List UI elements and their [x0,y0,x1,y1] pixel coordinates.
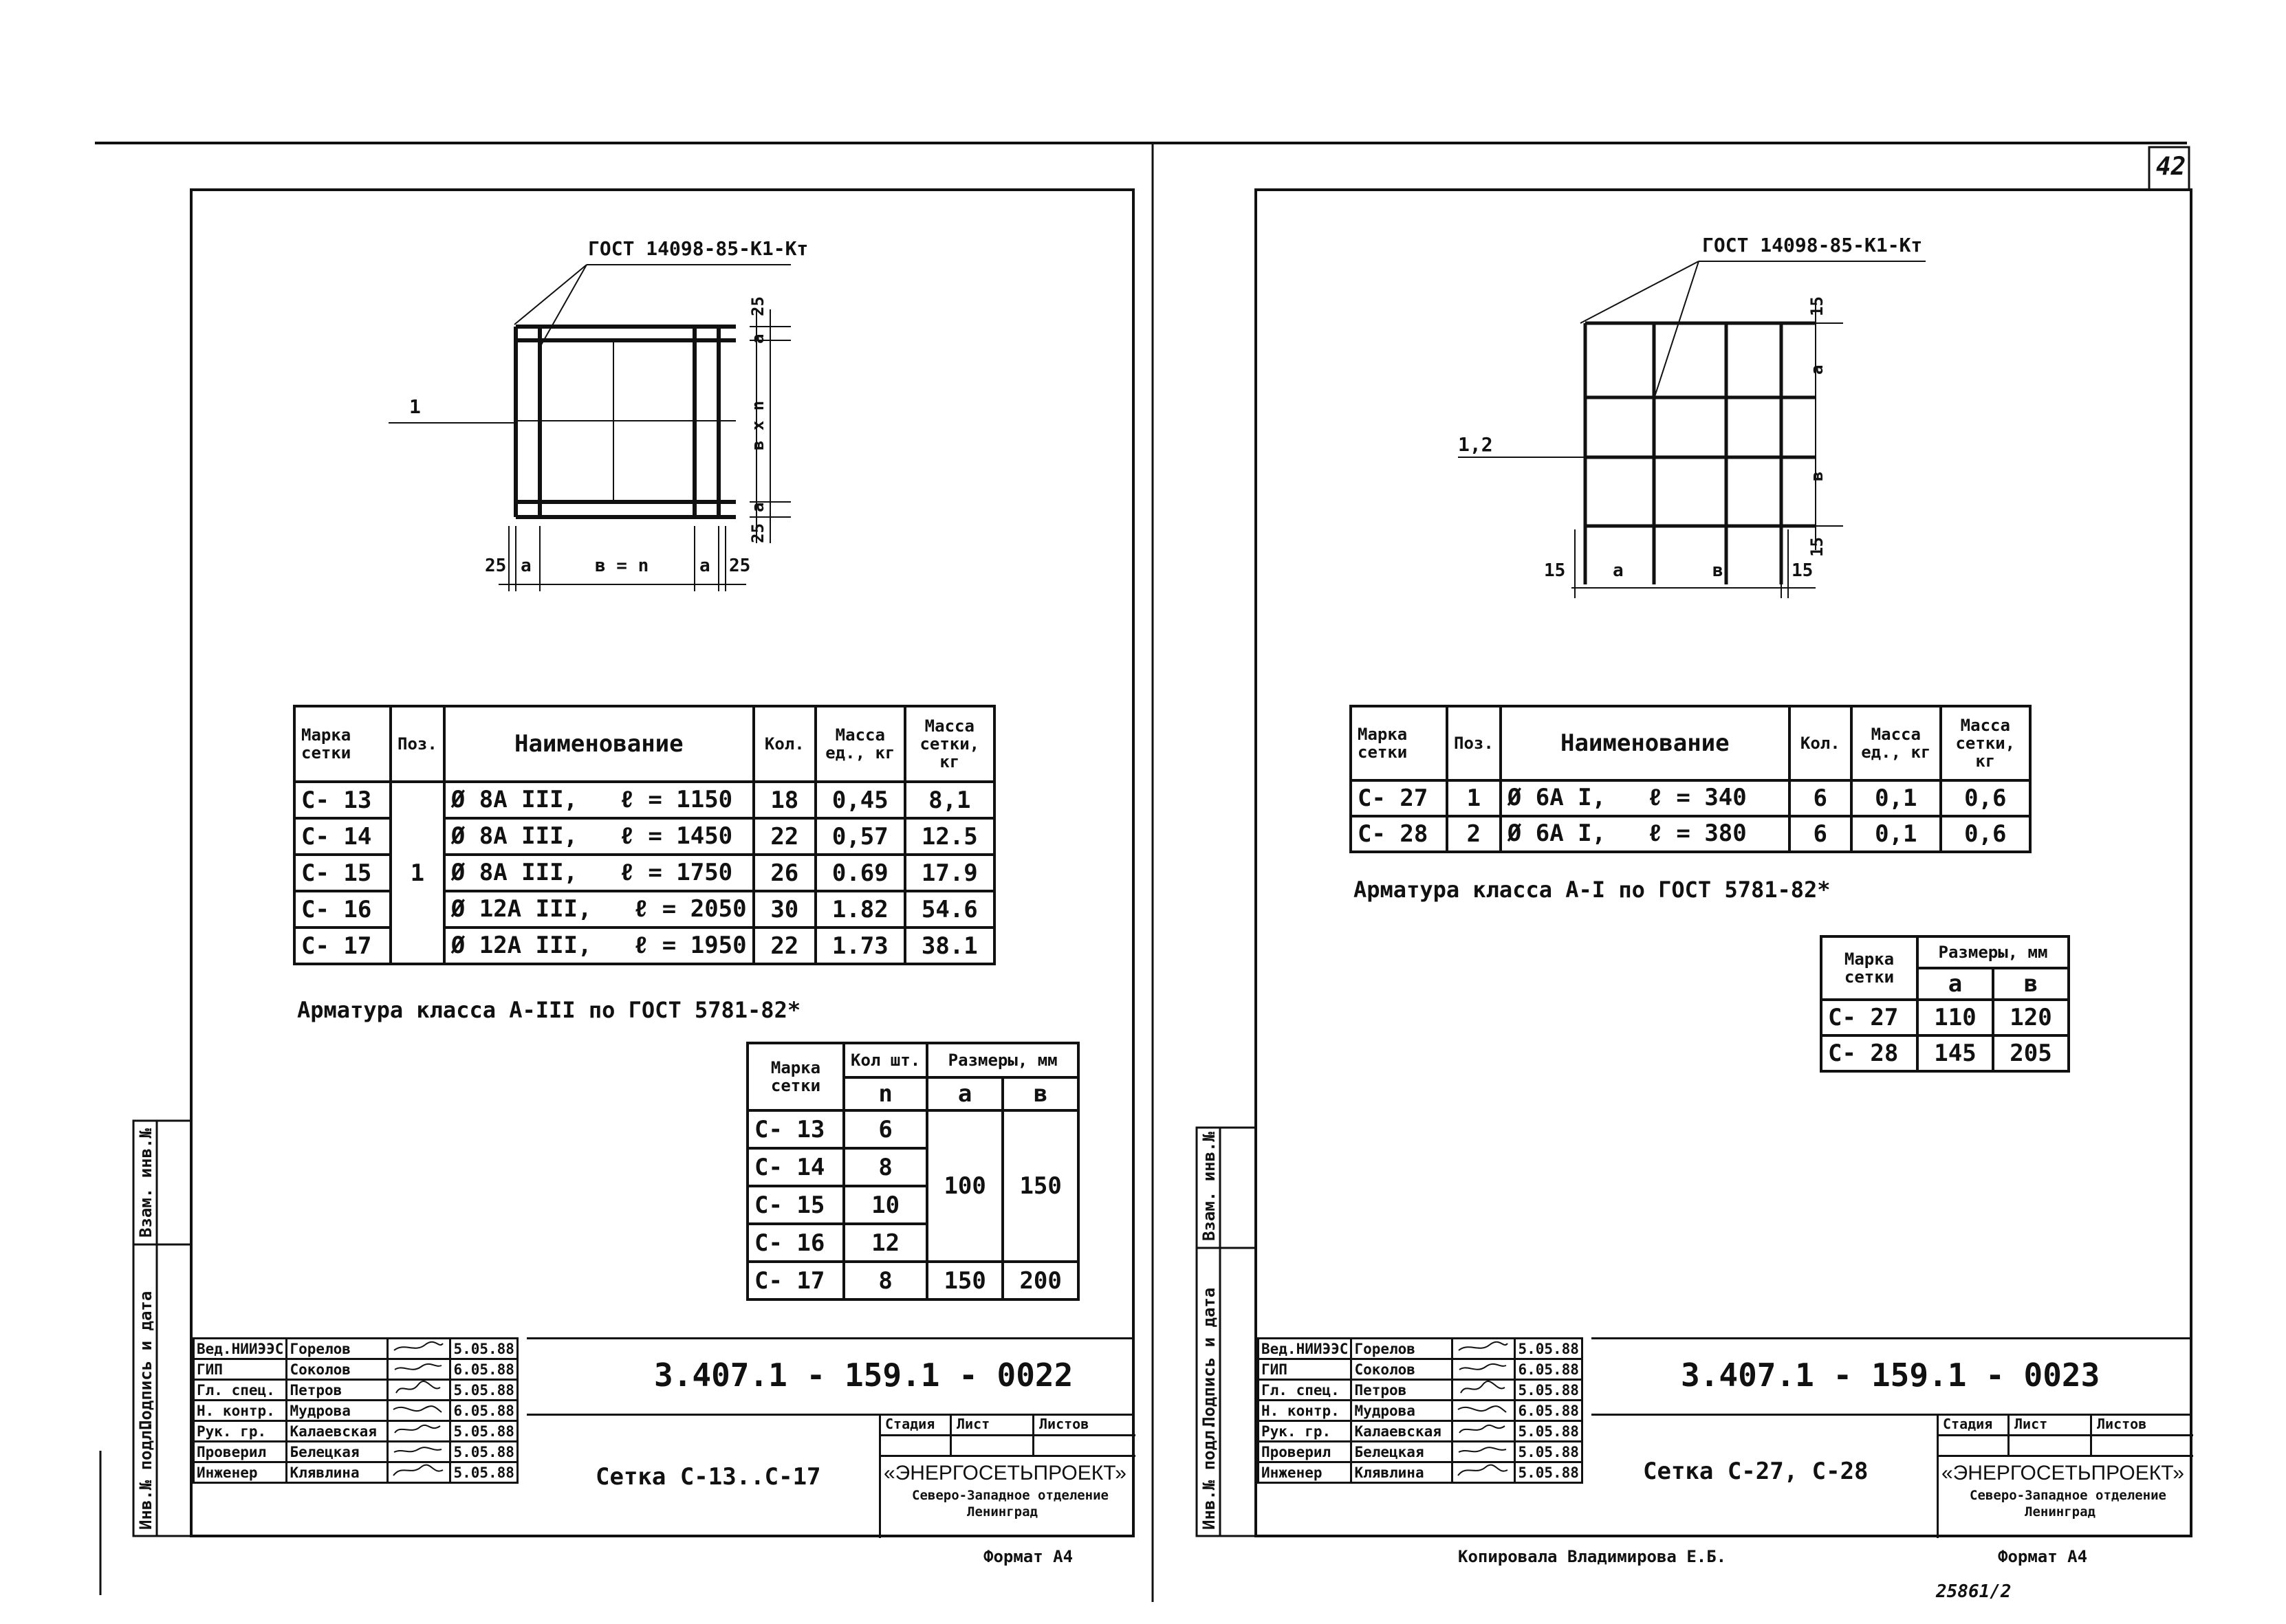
cell-n: 8 [844,1262,927,1299]
title-block-left [527,1337,1133,1538]
cell-len: ℓ = 1750 [620,858,733,886]
sheet-label: Лист [2014,1416,2048,1432]
format-left: Формат А4 [983,1547,1074,1566]
signature-image [388,1380,450,1401]
cell-name: Ø 12А III, [450,931,592,959]
gost-label-left: ГОСТ 14098-85-К1-Кт [588,237,809,260]
cell-a: 110 [1917,1000,1993,1035]
cell-mark: С- 27 [1351,780,1447,816]
dim-h-mid: в = n [595,556,649,576]
cell-mark: С- 13 [748,1110,844,1148]
side-label-inv-r: Инв.№ подл. [1199,1420,1219,1530]
gost-label-right: ГОСТ 14098-85-К1-Кт [1702,234,1923,256]
cell-n: 8 [844,1148,927,1186]
cell-mass-unit: 1.73 [816,928,905,964]
cell-n: 6 [844,1110,927,1148]
signature-image [1452,1380,1515,1401]
header-mass-total: Масса сетки, кг [1941,706,2030,780]
spec-table-left [293,705,996,965]
dims-row [748,1110,1078,1148]
org-left: «ЭНЕРГОСЕТЬПРОЕКТ» [884,1462,1126,1484]
cell-name: Ø 6А I, [1507,820,1607,847]
cell-mark: С- 27 [1821,1000,1917,1035]
header-mass-total: Масса сетки, кг [905,706,994,782]
spec-row [1351,816,2030,852]
cell-qty: 18 [754,782,816,818]
cell-mark: С- 13 [294,782,391,818]
dh-mark: Марка сетки [1821,936,1917,1000]
signature-image [388,1401,450,1421]
spec-row [294,782,994,818]
sheets-label: Листов [1039,1416,1089,1432]
cell-mark: С- 14 [294,818,391,855]
signature-image [388,1462,450,1483]
dh-a: a [1917,968,1993,1000]
cell-len: ℓ = 1450 [620,822,733,850]
header-mass-unit: Масса ед., кг [1851,706,1941,780]
cell-n: 12 [844,1224,927,1262]
cell-mass-unit: 0,57 [816,818,905,855]
cell-len: ℓ = 2050 [633,895,747,923]
side-label-sign-r: Подпись и дата [1199,1287,1219,1427]
cell-mark: С- 17 [748,1262,844,1299]
dim-a-right: a [1807,364,1827,375]
cell-qty: 22 [754,818,816,855]
org-sub1-left: Северо-Западное отделение [912,1488,1109,1503]
dh-mark: Марка сетки [748,1043,844,1110]
cell-b: 200 [1003,1262,1078,1299]
stage-label: Стадия [1943,1416,1993,1432]
dim-h-right: 25 [729,556,751,576]
dim-a1-left: a [748,333,768,344]
cell-qty: 30 [754,891,816,928]
dim-bottom-left: 25 [748,523,768,543]
signature-image [388,1421,450,1442]
dim-h-b-r: в [1712,560,1723,581]
dh-a: a [927,1077,1003,1110]
dh-sizes: Размеры, мм [927,1043,1078,1077]
signature-image [1452,1401,1515,1421]
cell-mark: С- 15 [294,855,391,891]
cell-mark: С- 15 [748,1186,844,1224]
header-name: Наименование [1501,706,1789,780]
dims-table-right [1820,935,2070,1073]
cell-b: 205 [1993,1035,2069,1071]
page-number: 42 [2156,153,2186,181]
title-block-right [1591,1337,2191,1538]
sheets-label: Листов [2097,1416,2147,1432]
signature-image [388,1359,450,1380]
dh-b: в [1003,1077,1078,1110]
side-label-inv: Инв.№ подл. [136,1420,155,1530]
dh-sizes: Размеры, мм [1917,936,2069,968]
cell-mark: С- 28 [1821,1035,1917,1071]
cell-name: Ø 8А III, [450,785,578,813]
org-sub2-left: Ленинград [967,1504,1038,1519]
cell-mark: С- 28 [1351,816,1447,852]
format-right: Формат А4 [1998,1547,2088,1566]
cell-pos: 2 [1447,816,1501,852]
signers-table-right: Вед.НИИЭЭС Горелов 5.05.88 ГИП Соколов 6.05.88 Гл. спец. Петров 5.05.88 Н. контр. Мудрова 6.05.88 Рук. гр. Калаевская 5.05.88 Проверил Белецкая 5.05.88 Инженер Клявлина 5.05.88 [1257,1337,1583,1484]
header-mark: Марка сетки [1351,706,1447,780]
header-mass-unit: Масса ед., кг [816,706,905,782]
signature-image [1452,1339,1515,1359]
dim-top-right: 15 [1807,296,1827,316]
cell-a: 100 [927,1110,1003,1262]
cell-mass-total: 8,1 [905,782,994,818]
spec-row [1351,780,2030,816]
signers-table-left: Вед.НИИЭЭС Горелов 5.05.88 ГИП Соколов 6.05.88 Гл. спец. Петров 5.05.88 Н. контр. Мудрова 6.05.88 Рук. гр. Калаевская 5.05.88 Проверил Белецкая 5.05.88 Инженер Клявлина 5.05.88 [193,1337,519,1484]
title-left: Сетка С-13..С-17 [596,1463,821,1491]
signature-image [1452,1421,1515,1442]
cell-name: Ø 6А I, [1507,784,1607,811]
cell-len: ℓ = 1150 [620,785,733,813]
cell-qty: 22 [754,928,816,964]
org-sub2-right: Ленинград [2025,1504,2096,1519]
dh-b: в [1993,968,2069,1000]
cell-mass-total: 0,6 [1941,816,2030,852]
cell-name: Ø 8А III, [450,858,578,886]
cell-n: 10 [844,1186,927,1224]
dim-h-left-r: 15 [1544,560,1566,581]
cell-mark: С- 17 [294,928,391,964]
cell-mark: С- 14 [748,1148,844,1186]
dim-h-left: 25 [485,556,507,576]
cell-qty: 6 [1789,780,1851,816]
cell-mass-unit: 1.82 [816,891,905,928]
signature-image [1452,1359,1515,1380]
cell-mass-total: 12.5 [905,818,994,855]
cell-len: ℓ = 380 [1648,820,1747,847]
header-pos: Поз. [1447,706,1501,780]
note-right: Арматура класса А-I по ГОСТ 5781-82* [1353,877,1831,903]
archive-number: 25861/2 [1936,1581,2012,1602]
dim-h-right-r: 15 [1792,560,1814,581]
cell-mass-total: 0,6 [1941,780,2030,816]
cell-mass-total: 54.6 [905,891,994,928]
header-name: Наименование [444,706,754,782]
header-qty: Кол. [754,706,816,782]
side-label-sign: Подпись и дата [136,1291,155,1430]
org-right: «ЭНЕРГОСЕТЬПРОЕКТ» [1941,1462,2184,1484]
dims-row [748,1262,1078,1299]
header-qty: Кол. [1789,706,1851,780]
doc-code-left: 3.407.1 - 159.1 - 0022 [654,1357,1074,1394]
cell-mass-total: 17.9 [905,855,994,891]
cell-b: 150 [1003,1110,1078,1262]
sheet-label: Лист [957,1416,990,1432]
side-label-vzam-r: Взам. инв.№ [1199,1132,1219,1241]
signature-image [388,1442,450,1462]
dh-n: n [844,1077,927,1110]
note-left: Арматура класса А-III по ГОСТ 5781-82* [297,997,801,1023]
dim-a2-left: a [748,502,768,512]
dim-h-a-r: a [1613,560,1624,581]
dims-table-left [746,1042,1080,1301]
cell-mass-unit: 0,45 [816,782,905,818]
title-right: Сетка С-27, С-28 [1643,1458,1869,1485]
cell-qty: 6 [1789,816,1851,852]
org-sub1-right: Северо-Западное отделение [1970,1488,2166,1503]
side-label-vzam: Взам. инв.№ [136,1128,155,1238]
position-label-left: 1 [409,395,421,418]
position-label-right: 1,2 [1458,433,1493,456]
cell-mass-total: 38.1 [905,928,994,964]
cell-name: Ø 8А III, [450,822,578,850]
dim-b-right: в [1807,471,1827,481]
signature-image [388,1339,450,1359]
cell-pos: 1 [1447,780,1501,816]
dim-top-left: 25 [748,296,768,316]
cell-mark: С- 16 [294,891,391,928]
cell-a: 150 [927,1262,1003,1299]
signature-image [1452,1462,1515,1483]
cell-len: ℓ = 1950 [633,931,747,959]
dim-h-a2: a [699,556,710,576]
signature-image [1452,1442,1515,1462]
cell-pos: 1 [391,782,444,964]
cell-name: Ø 12А III, [450,895,592,923]
cell-mark: С- 16 [748,1224,844,1262]
stage-label: Стадия [885,1416,935,1432]
header-pos: Поз. [391,706,444,782]
cell-mass-unit: 0,1 [1851,780,1941,816]
cell-a: 145 [1917,1035,1993,1071]
dim-mid-left: в x n [748,400,768,450]
dims-row [1821,1000,2069,1035]
dims-row [1821,1035,2069,1071]
dh-qty: Кол шт. [844,1043,927,1077]
cell-mass-unit: 0,1 [1851,816,1941,852]
cell-mass-unit: 0.69 [816,855,905,891]
dim-h-a1: a [521,556,532,576]
spec-table-right [1349,705,2032,853]
header-mark: Марка сетки [294,706,391,782]
cell-qty: 26 [754,855,816,891]
copied-by: Копировала Владимирова Е.Б. [1458,1547,1727,1566]
doc-code-right: 3.407.1 - 159.1 - 0023 [1681,1357,2100,1394]
cell-b: 120 [1993,1000,2069,1035]
dim-bottom-right: 15 [1807,537,1827,557]
cell-len: ℓ = 340 [1648,784,1747,811]
